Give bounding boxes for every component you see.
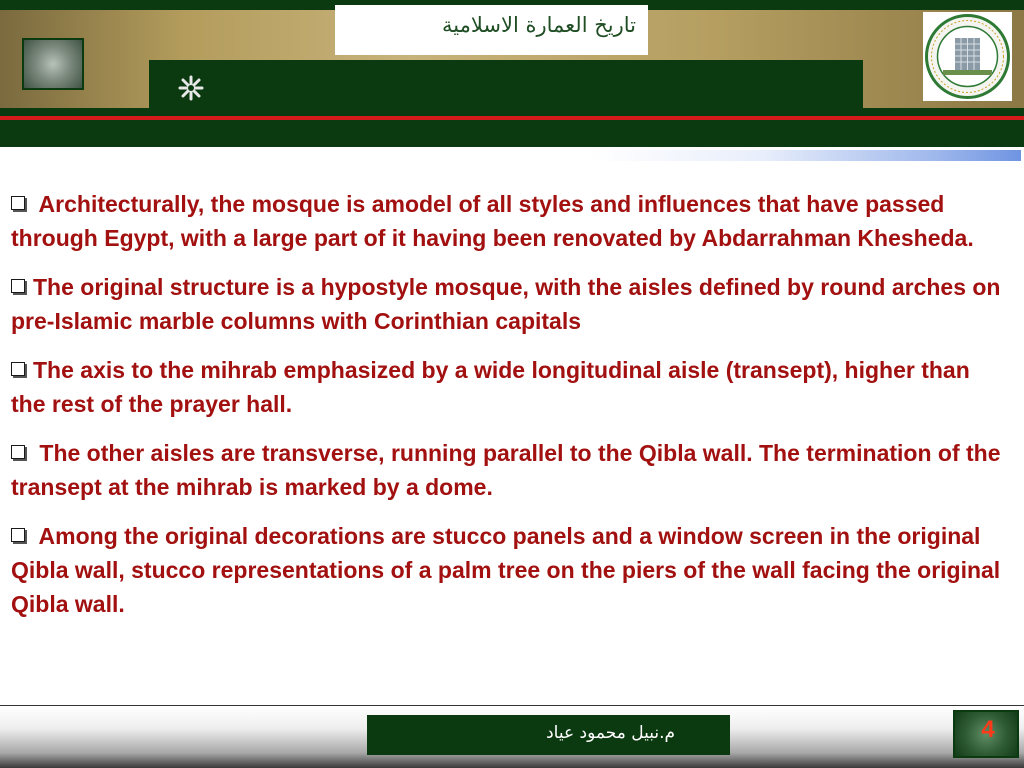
paragraph-text: The original structure is a hypostyle mosque, with the aisles defined by round arches on pre-Islamic marble columns with Corinthian capitals <box>11 274 1001 334</box>
paragraph-text: Among the original decorations are stucco panels and a window screen in the original Qibla wall, stucco representations of a palm tree on the piers of the wall facing the original Qibla wall. <box>11 523 1001 617</box>
bullet-paragraph <box>11 187 1001 255</box>
square-bullet-icon <box>11 528 25 542</box>
header-red-line <box>0 116 1024 120</box>
bullet-paragraph <box>11 353 1001 421</box>
paragraph-text: Architecturally, the mosque is amodel of all styles and influences that have passed through Egypt, with a large part of it having been renovated by Abdarrahman Khesheda. <box>11 191 974 251</box>
bullet-paragraph <box>11 436 1001 504</box>
header-divider-gradient <box>590 150 1021 161</box>
page-title: تاريخ العمارة الاسلامية <box>442 13 636 37</box>
page-number-box[interactable] <box>953 710 1019 758</box>
slide-content <box>11 187 1001 636</box>
footer-divider <box>0 705 1024 706</box>
title-box <box>335 5 648 55</box>
paragraph-text: The other aisles are transverse, running parallel to the Qibla wall. The termination of the transept at the mihrab is marked by a dome. <box>11 440 1001 500</box>
author-box <box>367 715 730 755</box>
header <box>0 0 1024 147</box>
square-bullet-icon <box>11 279 25 293</box>
paragraph-text: The axis to the mihrab emphasized by a wide longitudinal aisle (transept), higher than the rest of the prayer hall. <box>11 357 970 417</box>
subtitle-bar <box>149 60 863 108</box>
bullet-paragraph <box>11 270 1001 338</box>
author-name: م.نبيل محمود عياد <box>546 723 675 743</box>
asterisk-icon <box>178 75 204 101</box>
square-bullet-icon <box>11 445 25 459</box>
university-logo-icon <box>923 12 1012 101</box>
bullet-paragraph <box>11 519 1001 621</box>
nav-square-button[interactable] <box>22 38 84 90</box>
page-number: 4 <box>981 716 995 743</box>
square-bullet-icon <box>11 362 25 376</box>
square-bullet-icon <box>11 196 25 210</box>
